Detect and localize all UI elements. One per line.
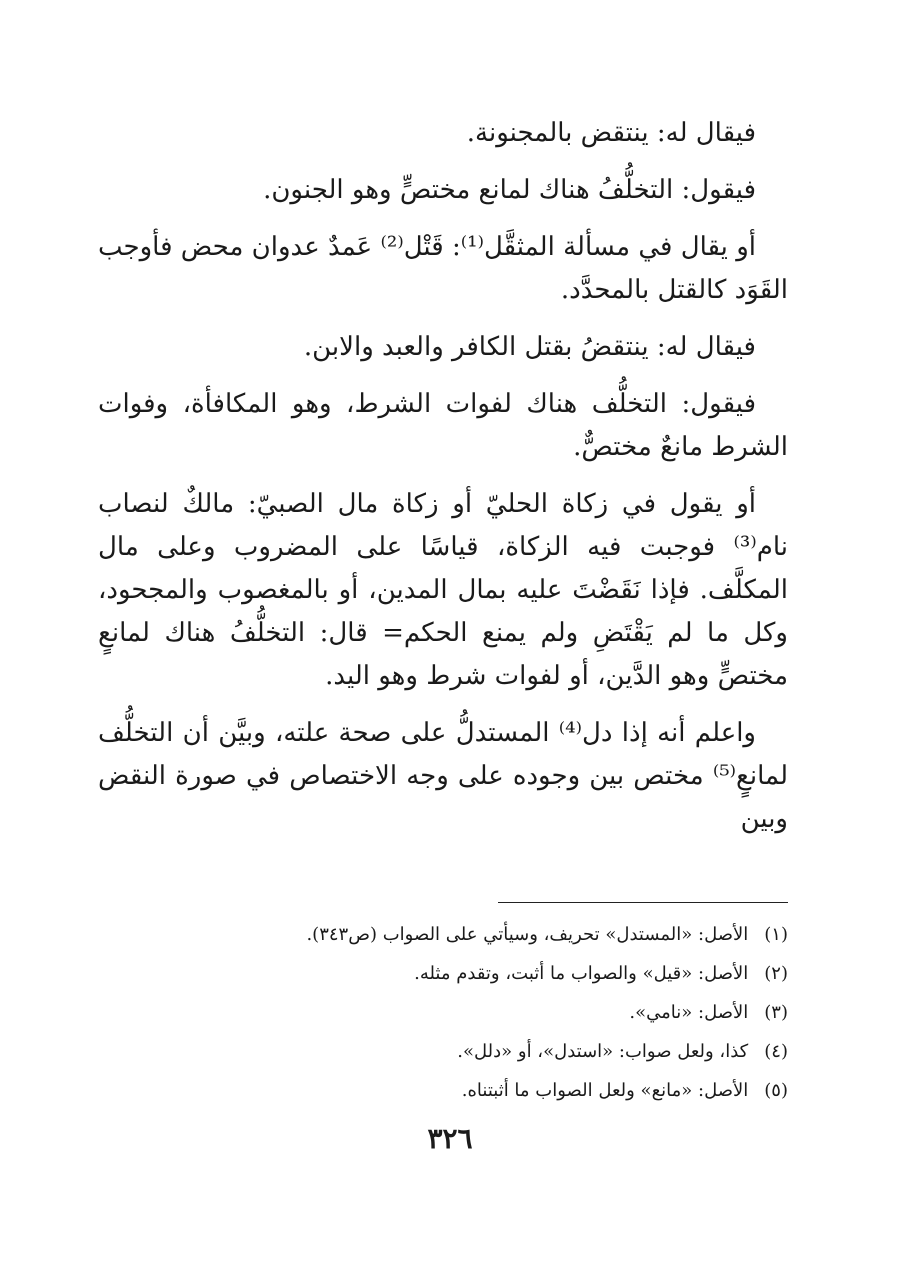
footnote-number: (٤) (764, 1041, 788, 1062)
paragraph-1: فيقال له: ينتقض بالمجنونة. (466, 118, 756, 148)
paragraph-4: فيقال له: ينتقضُ بقتل الكافر والعبد والابن. (303, 332, 756, 362)
footnotes (98, 915, 788, 1110)
footnote-item (98, 1071, 788, 1110)
footnote-divider (498, 902, 788, 903)
footnote-number: (١) (764, 924, 788, 945)
paragraph-3: أو يقال في مسألة المثقَّل⁽¹⁾: قَتْل⁽²⁾ عَمدٌ عدوان محض فأوجب القَوَد كالقتل بالمحدَّد. (98, 232, 788, 305)
footnote-number: (٢) (764, 963, 788, 984)
footnote-item (98, 915, 788, 954)
footnote-item (98, 954, 788, 993)
footnote-number: (٣) (764, 1002, 788, 1023)
footnote-text: الأصل: «نامي». (629, 1002, 749, 1023)
paragraph-5: فيقول: التخلُّف هناك لفوات الشرط، وهو المكافأة، وفوات الشرط مانعٌ مختصٌّ. (98, 389, 788, 462)
footnote-text: الأصل: «قيل» والصواب ما أثبت، وتقدم مثله. (414, 963, 749, 984)
page-number: ٣٢٦ (427, 1122, 473, 1155)
footnote-text: كذا، ولعل صواب: «استدل»، أو «دلل». (457, 1041, 749, 1062)
paragraph-2: فيقول: التخلُّفُ هناك لمانع مختصٍّ وهو الجنون. (263, 175, 756, 205)
footnote-number: (٥) (764, 1080, 788, 1101)
footnote-item (98, 993, 788, 1032)
footnote-text: الأصل: «المستدل» تحريف، وسيأتي على الصواب (ص٣٤٣). (306, 924, 749, 945)
footnote-item (98, 1032, 788, 1071)
footnote-text: الأصل: «مانع» ولعل الصواب ما أثبتناه. (461, 1080, 749, 1101)
paragraph-6: أو يقول في زكاة الحليّ أو زكاة مال الصبيّ: مالكٌ لنصاب نام⁽³⁾ فوجبت فيه الزكاة، قياسًا على المضروب وعلى مال المكلَّف. فإذا نَقَضْتَ عليه بمال المدين، أو بالمغصوب والمجحود، وكل ما لم يَقْتَضِ ولم يمنع الحكم= قال: التخلُّفُ هناك لمانعٍ مختصٍّ وهو الدَّين، أو لفوات شرط وهو اليد. (98, 489, 788, 691)
main-text (98, 112, 788, 855)
paragraph-7: واعلم أنه إذا دل⁽⁴⁾ المستدلُّ على صحة علته، وبيَّن أن التخلُّف لمانعٍ⁽⁵⁾ مختص بين وجوده على وجه الاختصاص في صورة النقض وبين (98, 718, 788, 834)
